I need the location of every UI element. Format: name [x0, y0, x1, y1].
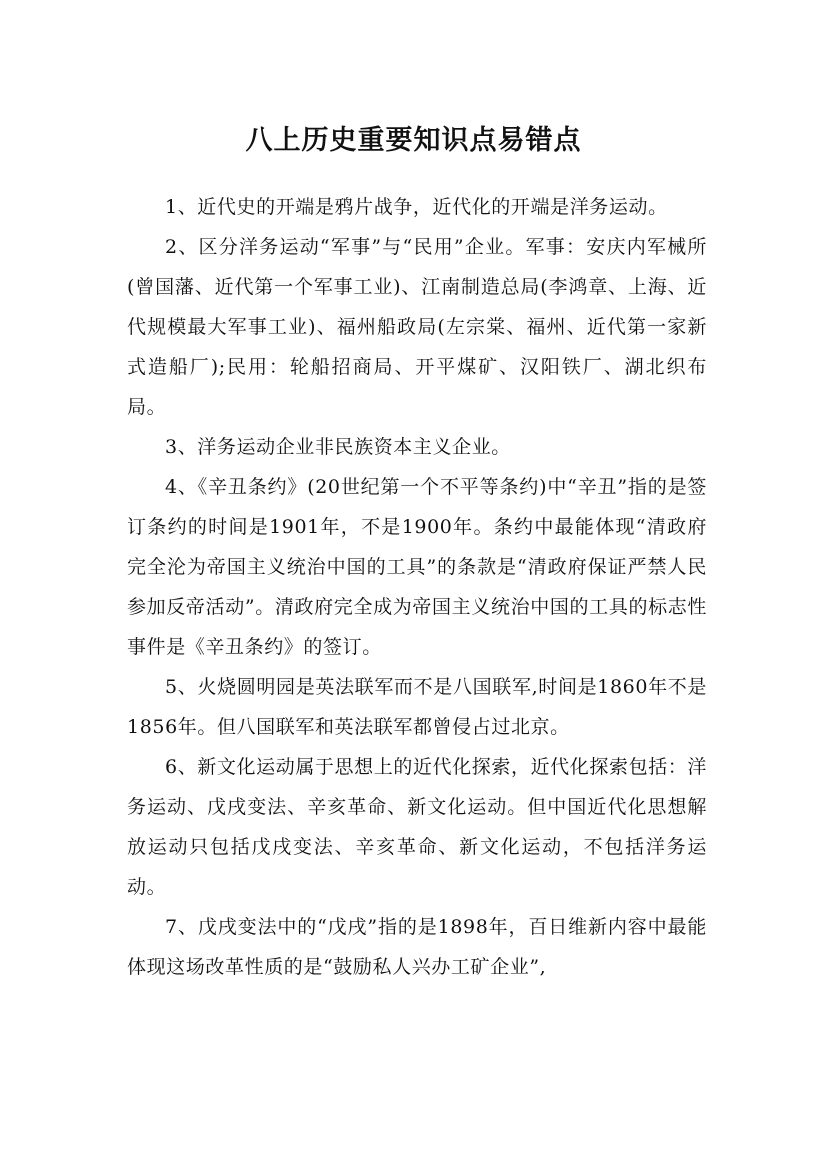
paragraph-7: 7、戊戌变法中的“戊戌”指的是1898年，百日维新内容中最能体现这场改革性质的是“鼓励私人兴办工矿企业”, [127, 916, 707, 978]
paragraph-1: 1、近代史的开端是鸦片战争，近代化的开端是洋务运动。 [165, 196, 668, 218]
paragraph-4: 4、《辛丑条约》(20世纪第一个不平等条约)中“辛丑”指的是签订条约的时间是1901年，不是1900年。条约中最能体现“清政府完全沦为帝国主义统治中国的工具”的条款是“清政府保证严禁人民参加反帝活动”。清政府完全成为帝国主义统治中国的工具的标志性事件是《辛丑条约》的签订。 [127, 476, 707, 658]
paragraph-3: 3、洋务运动企业非民族资本主义企业。 [165, 436, 511, 458]
paragraph-2: 2、区分洋务运动“军事”与“民用”企业。军事：安庆内军械所(曾国藩、近代第一个军事工业)、江南制造总局(李鸿章、上海、近代规模最大军事工业)、福州船政局(左宗棠、福州、近代第一家新式造船厂);民用：轮船招商局、开平煤矿、汉阳铁厂、湖北织布局。 [127, 236, 707, 418]
page-title: 八上历史重要知识点易错点 [245, 125, 582, 157]
paragraph-5: 5、火烧圆明园是英法联军而不是八国联军,时间是1860年不是1856年。但八国联军和英法联军都曾侵占过北京。 [127, 676, 707, 738]
document-body [127, 187, 707, 987]
paragraph-6: 6、新文化运动属于思想上的近代化探索，近代化探索包括：洋务运动、戊戌变法、辛亥革命、新文化运动。但中国近代化思想解放运动只包括戊戌变法、辛亥革命、新文化运动，不包括洋务运动。 [127, 756, 707, 898]
